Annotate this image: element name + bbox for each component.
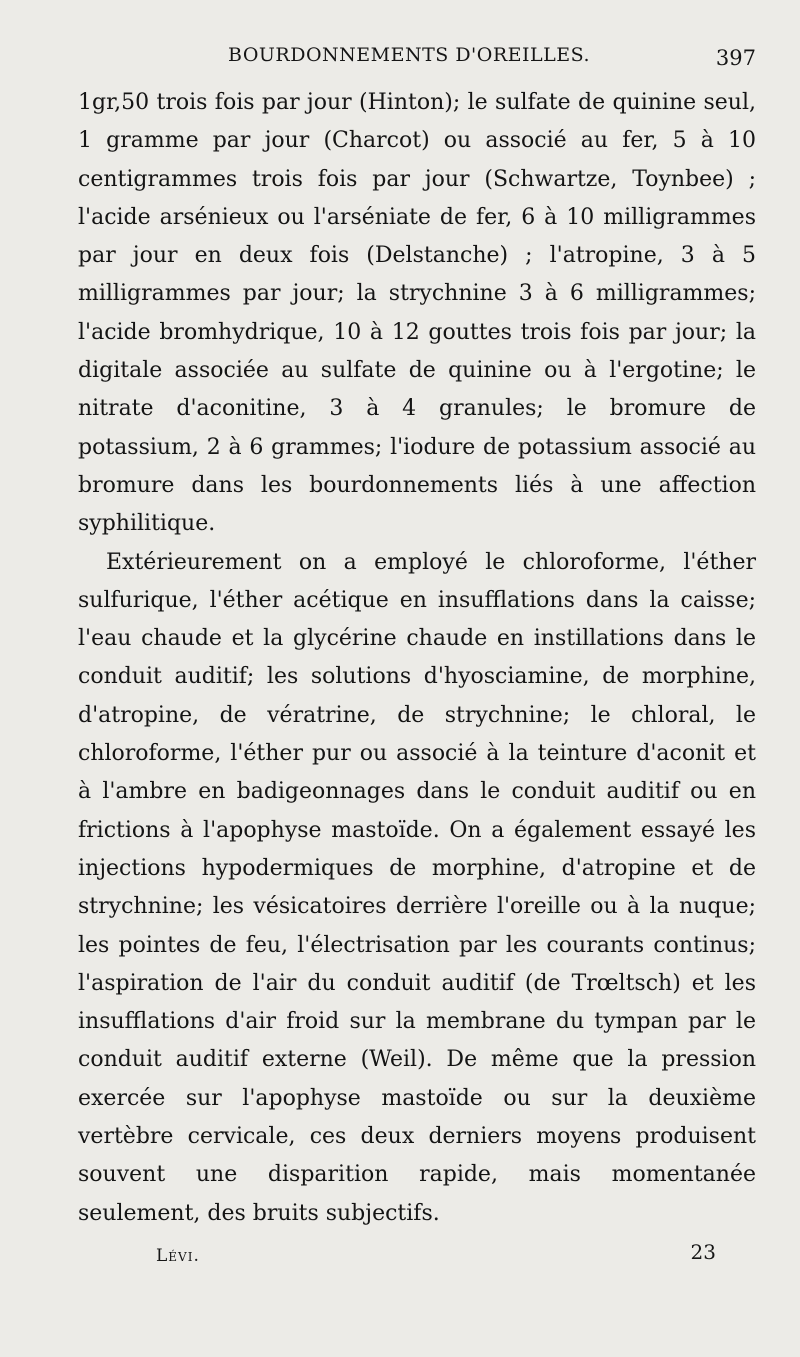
main-text	[78, 84, 756, 1233]
paragraph-1: 1gr,50 trois fois par jour (Hinton); le sulfate de quinine seul, 1 gramme par jour (Charcot) ou associé au fer, 5 à 10 centigrammes trois fois par jour (Schwartze, Toynbee) ; l'acide arsénieux ou l'arséniate de fer, 6 à 10 milligrammes par jour en deux fois (Delstanche) ; l'atropine, 3 à 5 milligrammes par jour; la strychnine 3 à 6 milligrammes; l'acide bromhydrique, 10 à 12 gouttes trois fois par jour; la digitale associée au sulfate de quinine ou à l'ergotine; le nitrate d'aconitine, 3 à 4 granules; le bromure de potassium, 2 à 6 grammes; l'iodure de potassium associé au bromure dans les bourdonnements liés à une affection syphilitique.	[78, 90, 756, 537]
page-number: 397	[715, 46, 756, 70]
running-title: BOURDONNEMENTS D'OREILLES.	[228, 44, 591, 66]
page-header	[78, 44, 756, 78]
signature-mark: Lévi.	[156, 1246, 200, 1266]
paragraph-2: Extérieurement on a employé le chloroforme, l'éther sulfurique, l'éther acétique en insufflations dans la caisse; l'eau chaude et la glycérine chaude en instillations dans le conduit auditif; les solutions d'hyosciamine, de morphine, d'atropine, de vératrine, de strychnine; le chloral, le chloroforme, l'éther pur ou associé à la teinture d'aconit et à l'ambre en badigeonnages dans le conduit auditif ou en frictions à l'apophyse mastoïde. On a également essayé les injections hypodermiques de morphine, d'atropine et de strychnine; les vésicatoires derrière l'oreille ou à la nuque; les pointes de feu, l'électrisation par les courants continus; l'aspiration de l'air du conduit auditif (de Trœltsch) et les insufflations d'air froid sur la membrane du tympan par le conduit auditif externe (Weil). De même que la pression exercée sur l'apophyse mastoïde ou sur la deuxième vertèbre cervicale, ces deux derniers moyens produisent souvent une disparition rapide, mais momentanée seulement, des bruits subjectifs.	[78, 549, 756, 1226]
page-footer	[78, 1240, 756, 1270]
signature-number: 23	[690, 1240, 716, 1264]
